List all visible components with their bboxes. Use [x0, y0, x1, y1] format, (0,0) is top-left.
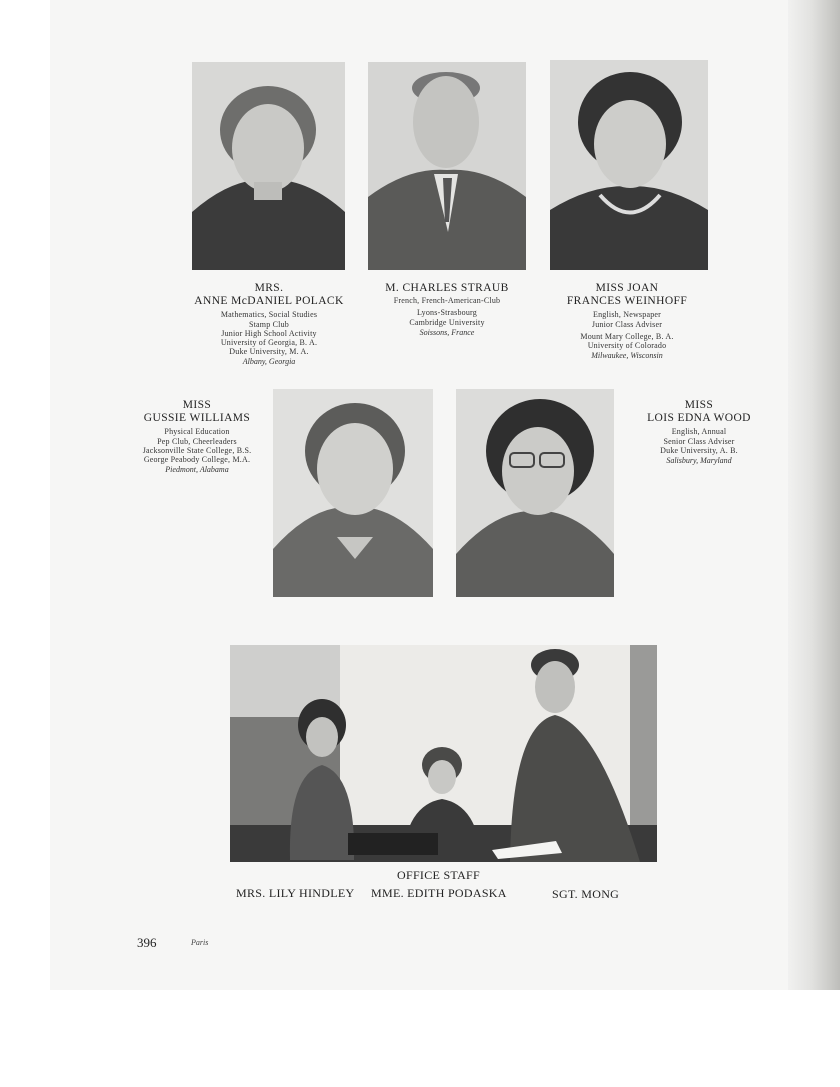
- teacher-info-line: English, Annual: [671, 427, 727, 437]
- teacher-info-line: Senior Class Adviser: [663, 436, 735, 446]
- teacher-info-line: French, French-American-Club: [393, 296, 501, 306]
- portrait-photo-williams: [273, 389, 433, 597]
- teacher-info-line: Duke University, A. B.: [660, 445, 738, 455]
- teacher-hometown: Albany, Georgia: [242, 357, 296, 367]
- teacher-info-line: Stamp Club: [248, 319, 289, 329]
- teacher-name: ANNE McDANIEL POLACK: [194, 295, 344, 308]
- teacher-info-line: George Peabody College, M.A.: [143, 455, 251, 464]
- teacher-info-line: English, Newspaper: [592, 310, 662, 320]
- teacher-title: MISS: [684, 399, 714, 411]
- teacher-name: GUSSIE WILLIAMS: [143, 412, 251, 425]
- staff-member-name: MRS. LILY HINDLEY: [236, 886, 355, 900]
- teacher-title: MISS JOAN: [595, 282, 659, 294]
- running-footer-title: Paris: [191, 938, 209, 947]
- teacher-hometown: Piedmont, Alabama: [165, 465, 229, 475]
- teacher-hometown: Salisbury, Maryland: [666, 456, 732, 465]
- teacher-info-line: Physical Education: [164, 427, 230, 437]
- portrait-photo-wood: [456, 389, 614, 597]
- office-staff-photo: [230, 645, 657, 862]
- teacher-title: MISS: [182, 399, 212, 411]
- teacher-hometown: Soissons, France: [419, 327, 475, 337]
- teacher-info-line: Mathematics, Social Studies: [220, 310, 318, 320]
- caption-williams: [128, 399, 266, 474]
- teacher-info-line: Junior Class Adviser: [591, 319, 663, 329]
- teacher-info-line: Lyons-Strasbourg: [417, 308, 477, 318]
- teacher-info-line: Junior High School Activity: [221, 328, 317, 338]
- teacher-name: M. CHARLES STRAUB: [385, 282, 509, 294]
- staff-member-name: SGT. MONG: [552, 887, 620, 901]
- teacher-info-line: University of Georgia, B. A.: [220, 338, 318, 347]
- teacher-info-line: Duke University, M. A.: [229, 347, 309, 357]
- portrait-photo-straub: [368, 62, 526, 270]
- teacher-info-line: Pep Club, Cheerleaders: [157, 436, 237, 446]
- caption-weinhoff: [540, 282, 714, 360]
- teacher-name: FRANCES WEINHOFF: [566, 295, 688, 308]
- page-number: 396: [137, 935, 157, 950]
- caption-wood: [632, 399, 766, 465]
- staff-member-name: MME. EDITH PODASKA: [371, 886, 507, 900]
- portrait-photo-weinhoff: [550, 60, 708, 270]
- teacher-hometown: Milwaukee, Wisconsin: [591, 351, 663, 361]
- teacher-info-line: Cambridge University: [409, 317, 485, 327]
- teacher-info-line: Jacksonville State College, B.S.: [142, 445, 252, 455]
- caption-polack: [180, 282, 358, 367]
- portrait-photo-polack: [192, 62, 345, 270]
- teacher-title: MRS.: [254, 282, 284, 294]
- teacher-name: LOIS EDNA WOOD: [647, 412, 751, 425]
- caption-straub: [360, 282, 534, 337]
- office-staff-heading: OFFICE STAFF: [397, 868, 481, 882]
- teacher-info-line: Mount Mary College, B. A.: [580, 331, 674, 341]
- page-spine-shadow: [788, 0, 840, 990]
- teacher-info-line: University of Colorado: [587, 341, 667, 350]
